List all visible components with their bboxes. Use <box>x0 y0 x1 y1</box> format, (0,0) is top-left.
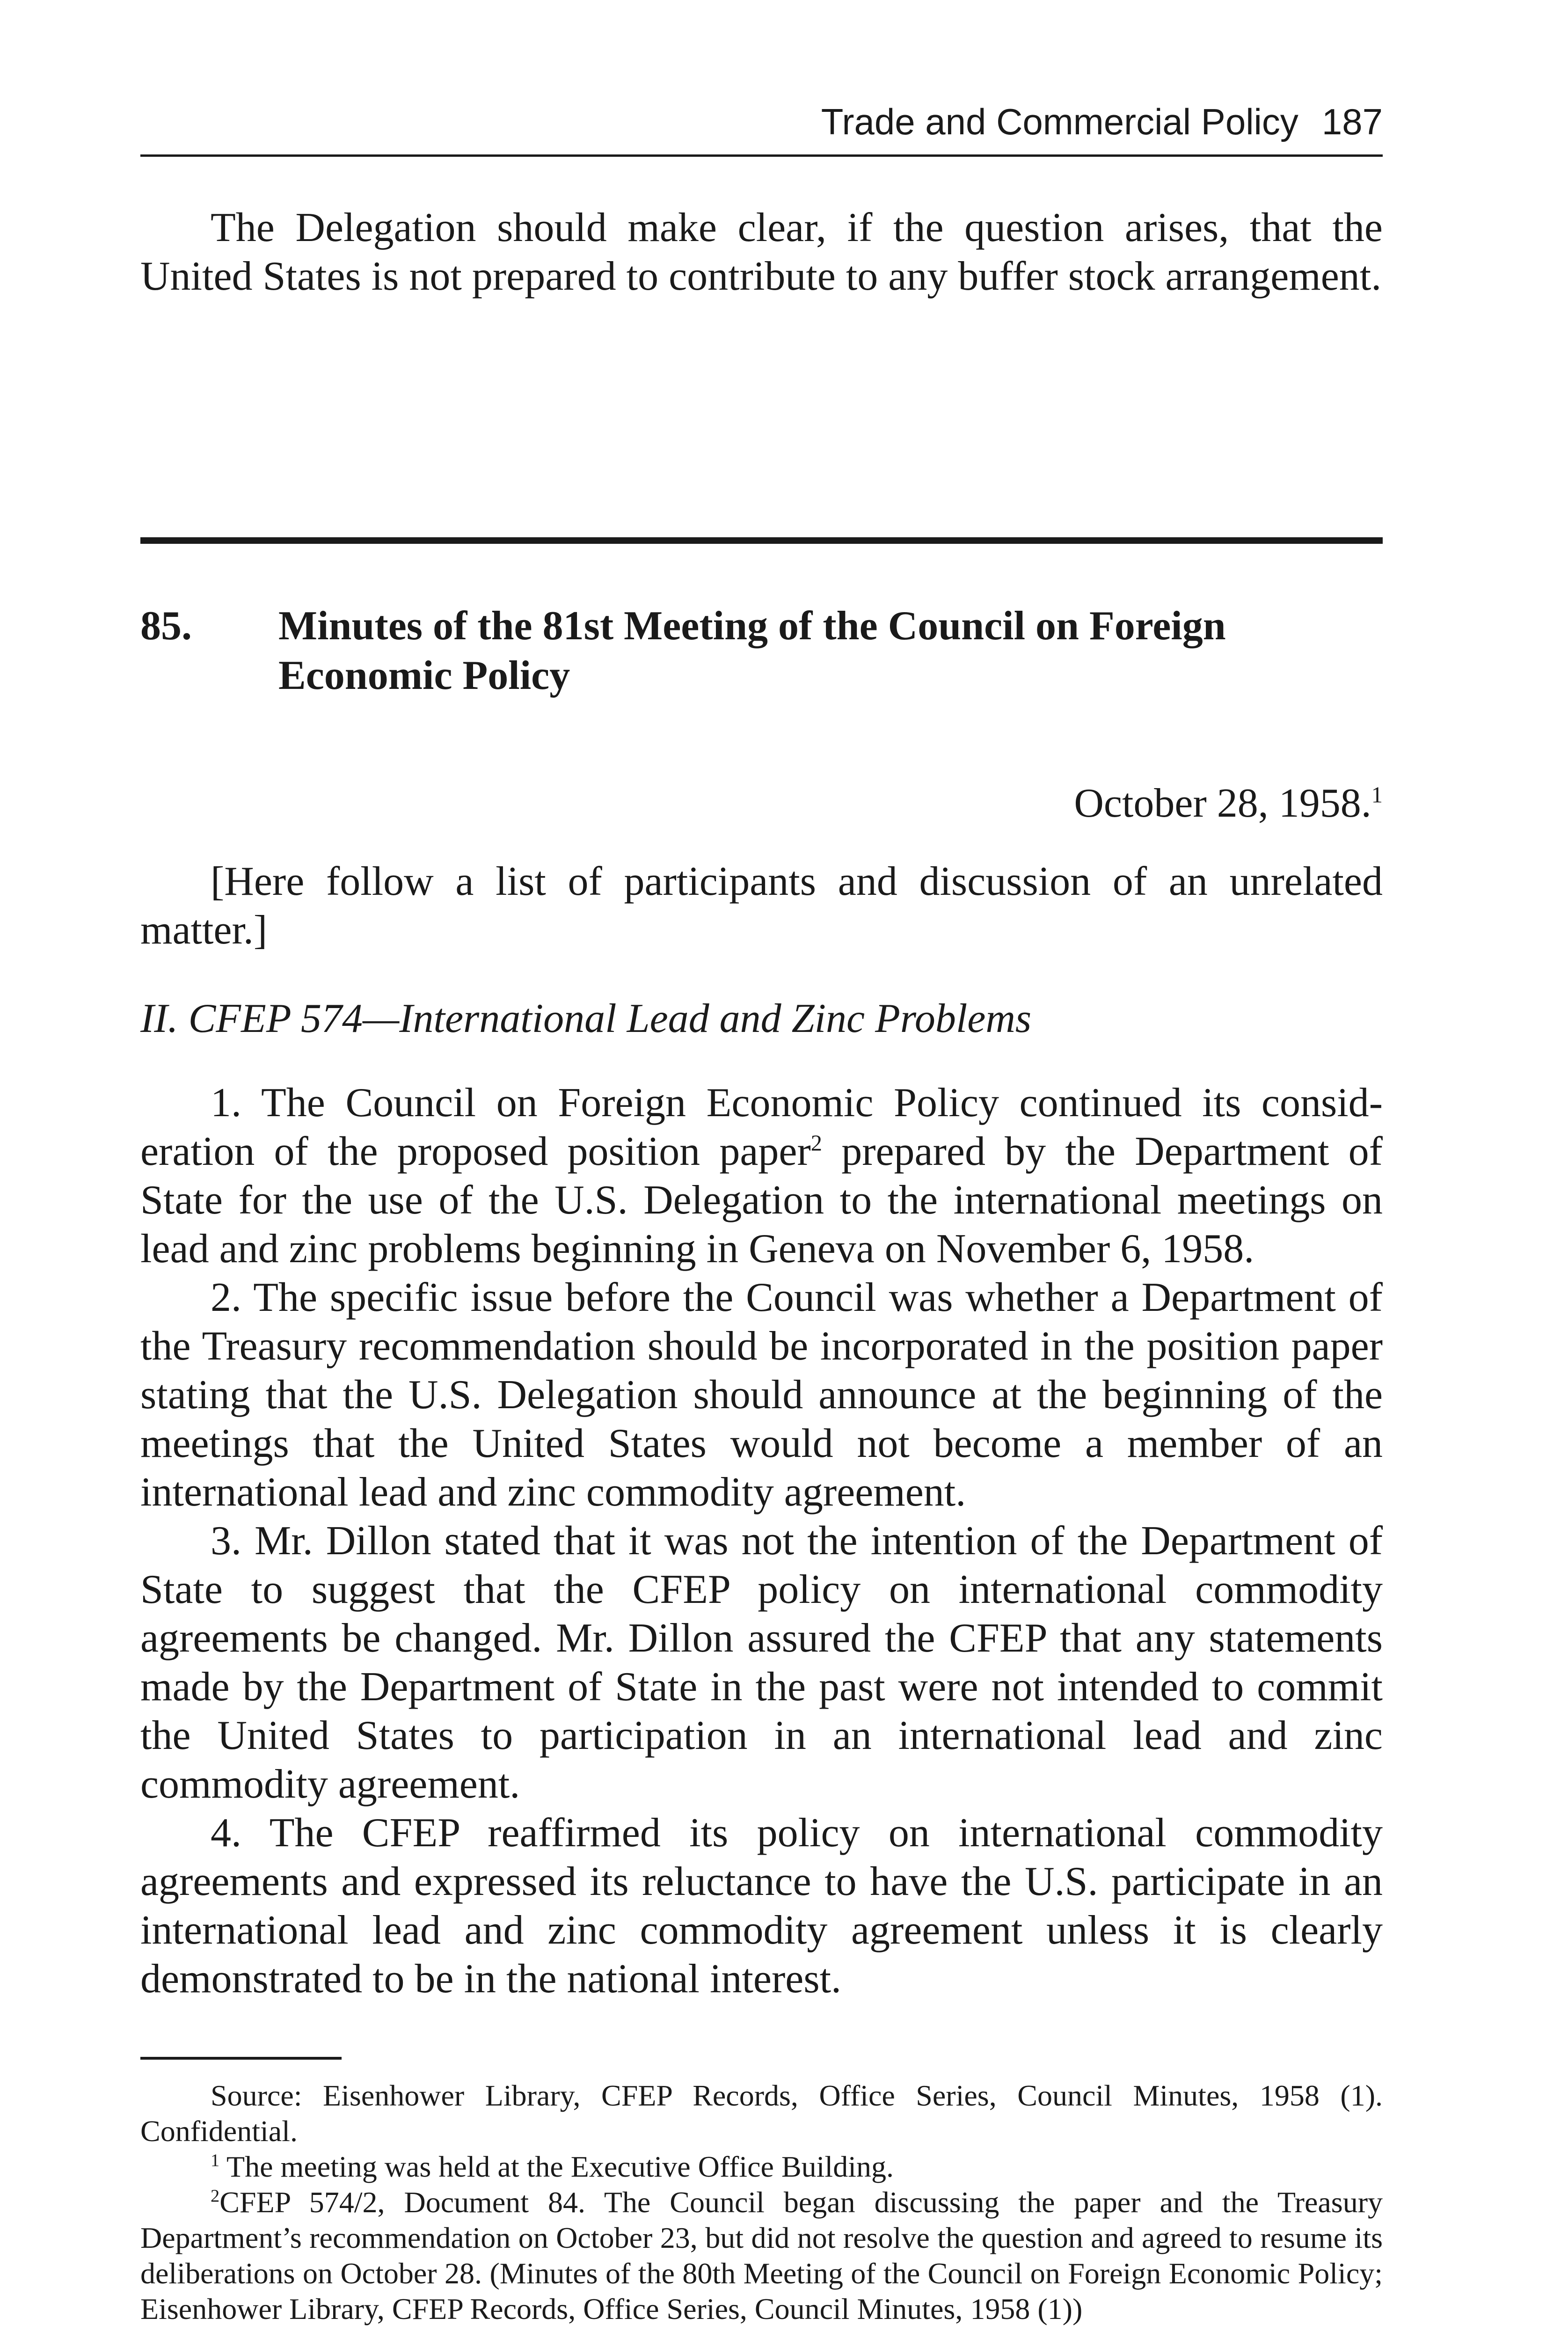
footnote-2-text: CFEP 574/2, Document 84. The Council began discussing the paper and the Treasury Department’s recommendation on October 23, but did not resolve the question and agreed to resume its deliberations on October 28. (Minutes of the 80th Meeting of the Council on Foreign Economic Policy; Eisenhower Library, CFEP Records, Office Series, Council Minutes, 1958 (1)) <box>140 2186 1383 2325</box>
paragraph-2: 2. The specific issue before the Council was whether a Department of the Treasury recommendation should be incorporated in the position paper stating that the U.S. Delegation should announce at the beginning of the meetings that the United States would not become a member of an international lead and zinc commodity agreement. <box>140 1275 1383 1515</box>
paragraph-3: 3. Mr. Dillon stated that it was not the intention of the Department of State to suggest that the CFEP policy on international commodity agreements be changed. Mr. Dillon assured the CFEP that any statements made by the Department of State in the past were not intended to commit the United States to participation in an international lead and zinc commodity agreement. <box>140 1518 1383 1807</box>
footnote-2-marker: 2 <box>211 2186 220 2206</box>
source-note: Source: Eisenhower Library, CFEP Records, Office Series, Council Minutes, 1958 (1). Confidential. <box>140 2079 1383 2148</box>
footnote-1 <box>140 2149 1383 2185</box>
footnotes <box>140 2078 1383 2327</box>
running-head-title: Trade and Commercial Policy <box>821 101 1298 142</box>
editorial-note: [Here follow a list of participants and discussion of an unrelated matter.] <box>140 859 1383 953</box>
intro-section <box>140 204 1383 301</box>
editorial-note-section <box>140 857 1383 955</box>
section-title: II. CFEP 574—International Lead and Zinc Problems <box>140 996 1032 1041</box>
document-number: 85. <box>140 603 192 649</box>
dateline <box>1074 779 1383 828</box>
intro-paragraph: The Delegation should make clear, if the question arises, that the United States is not prepared to contribute to any buffer stock arrangement. <box>140 205 1383 299</box>
paragraph-4: 4. The CFEP reaffirmed its policy on international commodity agreements and expressed its reluctance to have the U.S. participate in an international lead and zinc commodity agreement unless it is clearly demonstrated to be in the national interest. <box>140 1810 1383 2002</box>
page-number: 187 <box>1321 101 1383 142</box>
paragraph-1 <box>140 1079 1383 1273</box>
document-title: Minutes of the 81st Meeting of the Council on Foreign Economic Policy <box>278 603 1226 698</box>
footnote-1-text: The meeting was held at the Executive Office Building. <box>226 2150 894 2183</box>
document-heading <box>140 601 1383 701</box>
paragraph-1-start: 1. The Council on Foreign Economic Policy continued its consideration of the proposed position paper <box>140 1080 1383 1174</box>
section-divider <box>140 537 1383 544</box>
running-head <box>140 98 1383 157</box>
footnote-marker-1: 1 <box>1371 782 1383 808</box>
footnote-divider <box>140 2057 342 2060</box>
footnote-1-marker: 1 <box>211 2150 220 2171</box>
paragraph-1-end: prepared by the Department of State for the use of the U.S. Delegation to the international meetings on lead and zinc problems beginning in Geneva on November 6, 1958. <box>140 1129 1383 1272</box>
minutes-paragraphs <box>140 1079 1383 2004</box>
footnote-marker-2: 2 <box>810 1131 822 1156</box>
footnote-2 <box>140 2185 1383 2327</box>
document-date: October 28, 1958. <box>1074 781 1371 826</box>
